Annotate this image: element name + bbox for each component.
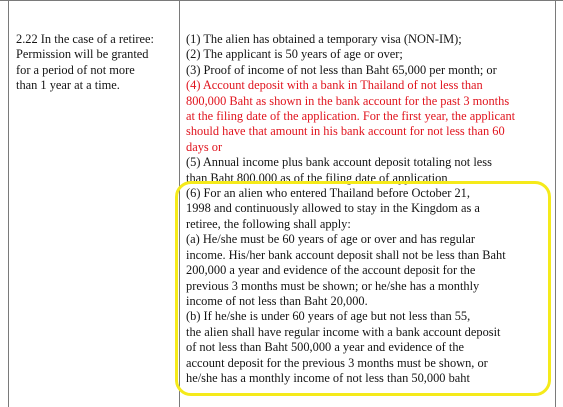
requirement-line: (4) Account deposit with a bank in Thailand of not less than — [186, 78, 483, 93]
requirement-item-1 — [186, 32, 552, 47]
requirement-line: 800,000 Baht as shown in the bank account for the past 3 months — [186, 93, 510, 108]
requirement-line: 1998 and continuously allowed to stay in the Kingdom as a — [186, 201, 480, 216]
requirement-line: should have that amount in his bank account for not less than 60 — [186, 124, 505, 139]
requirement-line: income. His/her bank account deposit shall not be less than Baht — [186, 247, 506, 262]
table-top-rule — [0, 0, 563, 1]
requirement-line: (a) He/she must be 60 years of age or over and has regular — [186, 232, 476, 247]
requirement-line: previous 3 months must be shown; or he/she has a monthly — [186, 278, 480, 293]
requirement-line: (2) The applicant is 50 years of age or over; — [186, 47, 403, 62]
table-left-rule — [8, 0, 9, 407]
heading-line: than 1 year at a time. — [16, 78, 120, 93]
heading-line: 2.22 In the case of a retiree: — [16, 32, 154, 46]
requirements-cell — [186, 32, 552, 386]
requirement-line: (5) Annual income plus bank account deposit totaling not less — [186, 155, 492, 170]
requirement-line: (b) If he/she is under 60 years of age but not less than 55, — [186, 309, 471, 324]
requirement-line: days or — [186, 139, 223, 154]
requirement-item-2 — [186, 47, 552, 62]
requirement-line: (1) The alien has obtained a temporary visa (NON-IM); — [186, 32, 462, 46]
retiree-heading-cell — [16, 32, 176, 94]
requirement-line: retiree, the following shall apply: — [186, 216, 351, 231]
requirement-line: the alien shall have regular income with a bank account deposit — [186, 324, 501, 339]
requirement-line: income of not less than Baht 20,000. — [186, 293, 368, 308]
heading-line: for a period of not more — [16, 62, 135, 77]
requirement-item-3 — [186, 63, 552, 78]
requirement-line: than Baht 800,000 as of the filing date of application — [186, 170, 448, 185]
heading-line: Permission will be granted — [16, 47, 149, 62]
table-column-divider — [179, 0, 180, 407]
requirement-line: (3) Proof of income of not less than Baht 65,000 per month; or — [186, 62, 497, 77]
requirement-item-5 — [186, 155, 552, 186]
requirement-item-6 — [186, 186, 552, 386]
requirement-item-4-red — [186, 78, 552, 155]
requirement-line: of not less than Baht 500,000 a year and evidence of the — [186, 340, 465, 355]
requirement-line: at the filing date of the application. For the first year, the applicant — [186, 109, 516, 124]
requirement-line: (6) For an alien who entered Thailand before October 21, — [186, 186, 470, 201]
table-right-rule — [555, 0, 556, 407]
requirement-line: account deposit for the previous 3 months must be shown, or — [186, 355, 488, 370]
requirement-line: 200,000 a year and evidence of the account deposit for the — [186, 263, 476, 278]
requirement-line: he/she has a monthly income of not less than 50,000 baht — [186, 370, 470, 385]
